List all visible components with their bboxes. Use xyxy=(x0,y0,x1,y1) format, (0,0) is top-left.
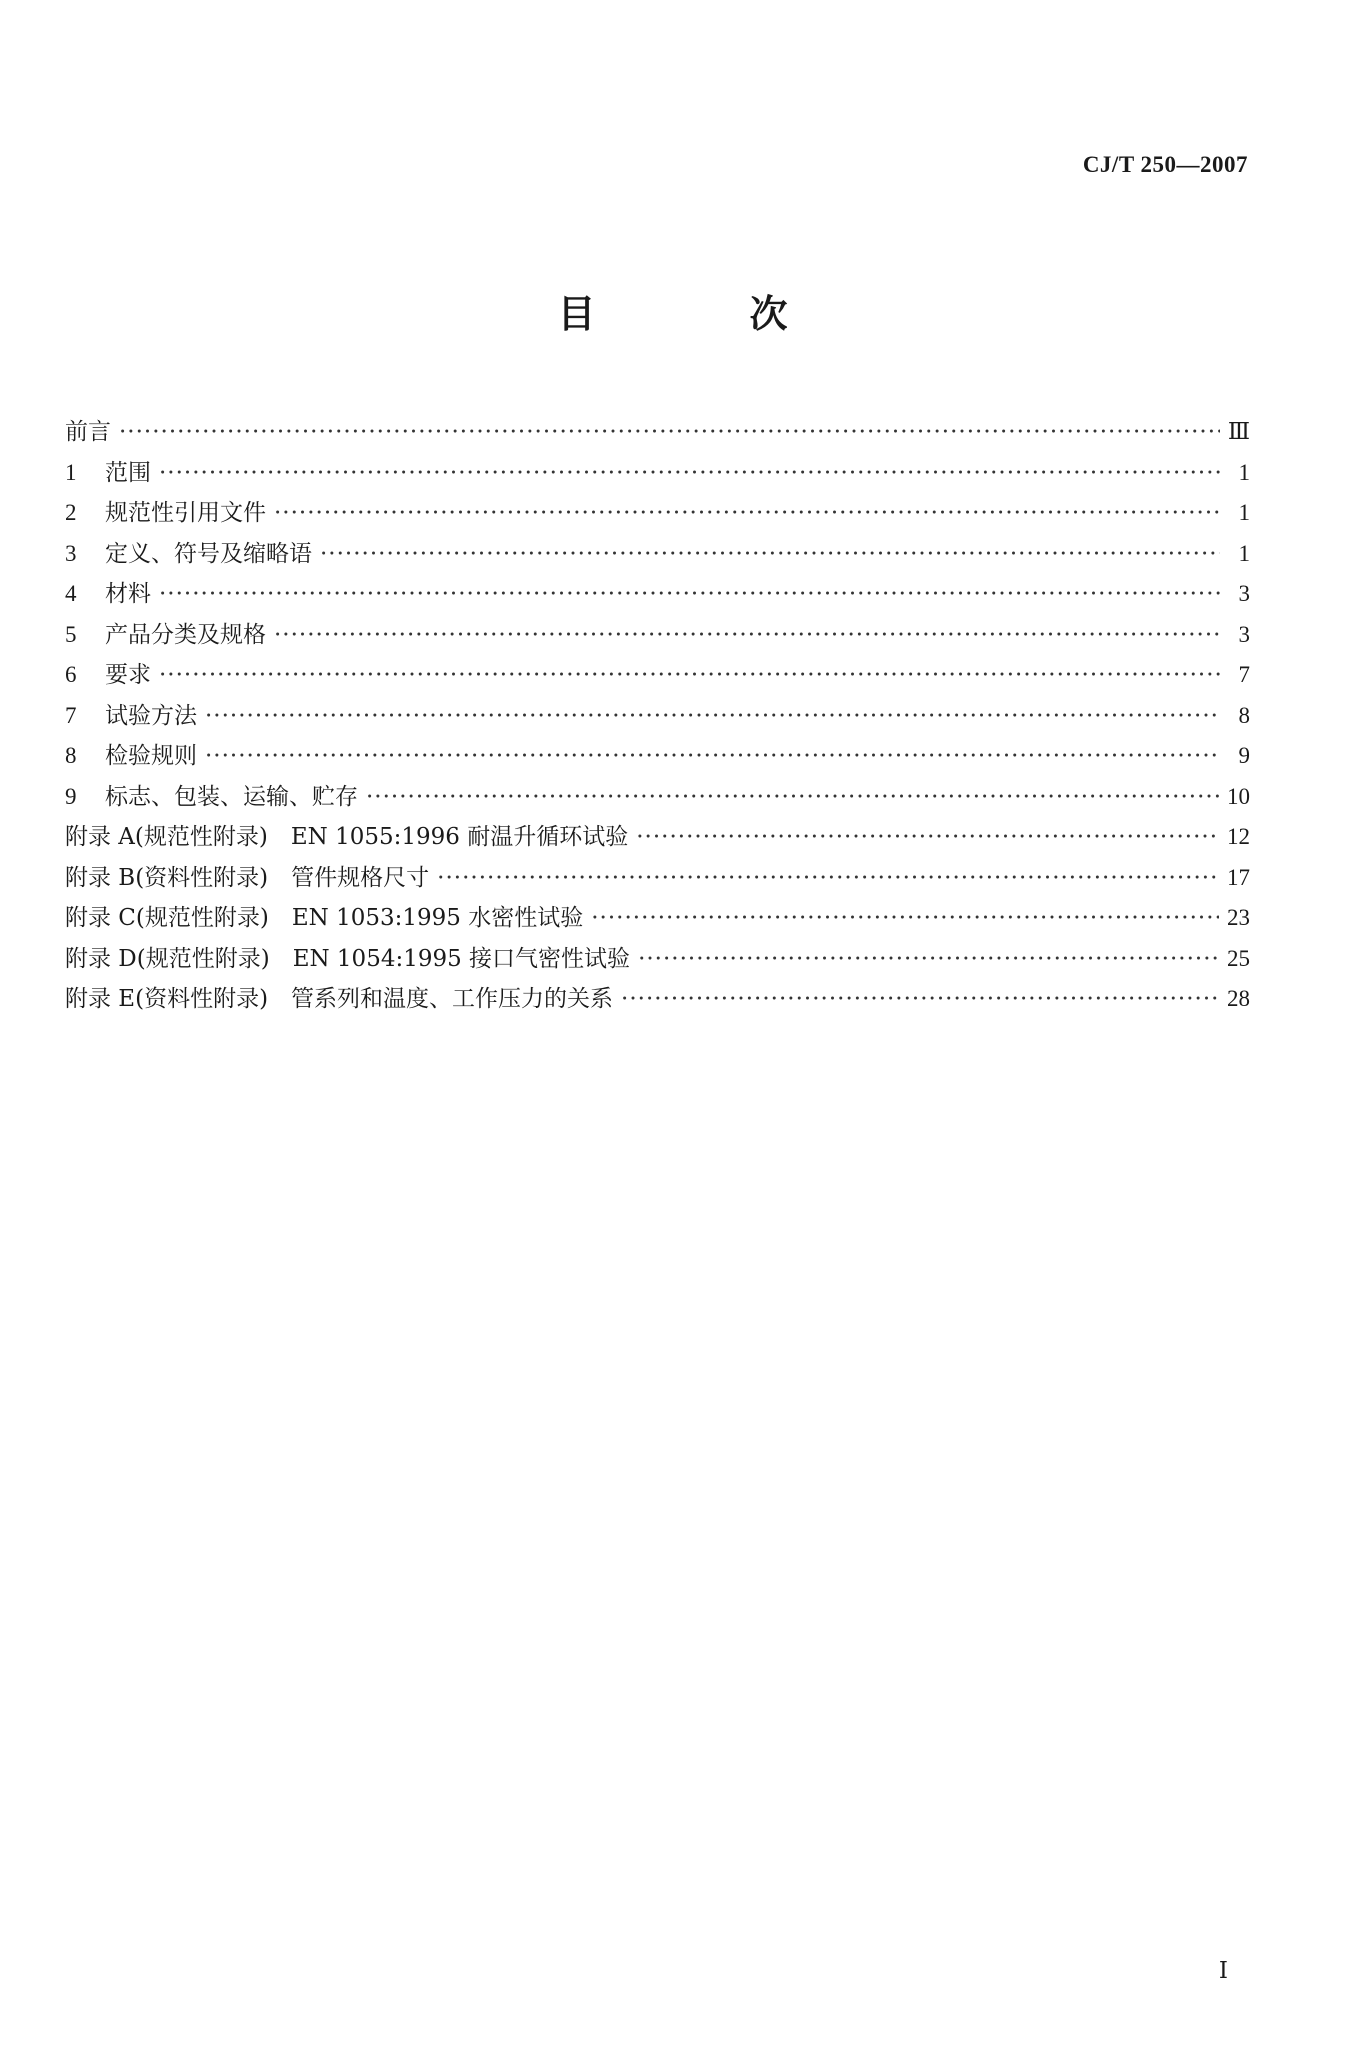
toc-entry-label: 附录 E(资料性附录) 管系列和温度、工作压力的关系 xyxy=(65,986,614,1012)
toc-entry-number: 1 xyxy=(65,459,77,485)
toc-entry-page: 3 xyxy=(1238,621,1250,647)
toc-dot-leader xyxy=(205,703,1220,729)
toc-entry-number: 2 xyxy=(65,500,77,525)
toc-dot-leader xyxy=(119,419,1220,445)
toc-dot-leader xyxy=(621,986,1219,1012)
toc-entry-6[interactable] xyxy=(65,656,1250,697)
toc-entry-number: 5 xyxy=(65,621,77,647)
toc-entry-page: 10 xyxy=(1227,783,1250,809)
toc-entry-5[interactable] xyxy=(65,616,1250,657)
toc-entry-page: 25 xyxy=(1227,945,1250,971)
toc-entry-number: 3 xyxy=(65,540,77,566)
toc-dot-leader xyxy=(437,865,1219,891)
toc-entry-9[interactable] xyxy=(65,778,1250,819)
toc-dot-leader xyxy=(159,460,1220,486)
toc-entry-page: 7 xyxy=(1238,662,1250,687)
toc-dot-leader xyxy=(591,905,1219,931)
toc-entry-1[interactable] xyxy=(65,454,1250,495)
toc-entry-page: 12 xyxy=(1227,824,1250,849)
toc-entry-page: 1 xyxy=(1238,500,1250,525)
toc-entry-page: 8 xyxy=(1238,702,1250,728)
toc-dot-leader xyxy=(159,581,1220,607)
table-of-contents xyxy=(65,413,1250,1021)
toc-dot-leader xyxy=(159,662,1220,688)
toc-entry-label: 检验规则 xyxy=(105,743,197,769)
page-number: Ⅰ xyxy=(1218,1958,1228,1983)
toc-entry-appendix-b[interactable] xyxy=(65,859,1250,900)
toc-entry-label: 规范性引用文件 xyxy=(105,500,266,526)
toc-entry-number: 8 xyxy=(65,743,77,768)
toc-entry-label: 产品分类及规格 xyxy=(105,621,266,648)
toc-dot-leader xyxy=(638,946,1219,972)
toc-entry-number: 9 xyxy=(65,783,77,809)
toc-entry-8[interactable] xyxy=(65,737,1250,778)
toc-entry-number: 6 xyxy=(65,662,77,687)
toc-dot-leader xyxy=(274,500,1220,526)
toc-entry-label: 前言 xyxy=(65,419,111,445)
toc-entry-label: 要求 xyxy=(105,662,151,688)
toc-dot-leader xyxy=(636,824,1219,850)
toc-entry-4[interactable] xyxy=(65,575,1250,616)
toc-entry-page: 28 xyxy=(1227,986,1250,1011)
toc-entry-number: 4 xyxy=(65,581,77,606)
toc-entry-page: Ⅲ xyxy=(1227,419,1250,444)
toc-dot-leader xyxy=(205,743,1220,769)
toc-entry-page: 3 xyxy=(1238,581,1250,606)
toc-entry-appendix-e[interactable] xyxy=(65,980,1250,1021)
toc-entry-page: 17 xyxy=(1227,864,1250,890)
toc-dot-leader xyxy=(320,541,1220,567)
toc-entry-label: 附录 C(规范性附录) EN 1053:1995 水密性试验 xyxy=(65,905,584,931)
toc-entry-label: 定义、符号及缩略语 xyxy=(105,540,312,567)
toc-entry-label: 附录 D(规范性附录) EN 1054:1995 接口气密性试验 xyxy=(65,945,631,972)
standard-code: CJ/T 250—2007 xyxy=(1082,152,1248,177)
toc-entry-page: 23 xyxy=(1227,905,1250,930)
page-title: 目 次 xyxy=(557,292,846,336)
toc-entry-appendix-d[interactable] xyxy=(65,940,1250,981)
toc-entry-number: 7 xyxy=(65,702,77,728)
toc-dot-leader xyxy=(366,784,1219,810)
toc-entry-label: 附录 A(规范性附录) EN 1055:1996 耐温升循环试验 xyxy=(65,824,629,850)
toc-entry-2[interactable] xyxy=(65,494,1250,535)
toc-entry-page: 9 xyxy=(1238,743,1250,768)
toc-entry-label: 范围 xyxy=(105,459,151,486)
toc-entry-label: 标志、包装、运输、贮存 xyxy=(105,783,358,810)
toc-entry-7[interactable] xyxy=(65,697,1250,738)
toc-entry-appendix-a[interactable] xyxy=(65,818,1250,859)
toc-entry-page: 1 xyxy=(1238,459,1250,485)
toc-dot-leader xyxy=(274,622,1220,648)
toc-entry-appendix-c[interactable] xyxy=(65,899,1250,940)
toc-entry-label: 试验方法 xyxy=(105,702,197,729)
toc-entry-foreword[interactable] xyxy=(65,413,1250,454)
toc-entry-page: 1 xyxy=(1238,540,1250,566)
toc-entry-label: 材料 xyxy=(105,581,151,607)
toc-entry-3[interactable] xyxy=(65,535,1250,576)
toc-entry-label: 附录 B(资料性附录) 管件规格尺寸 xyxy=(65,864,430,891)
